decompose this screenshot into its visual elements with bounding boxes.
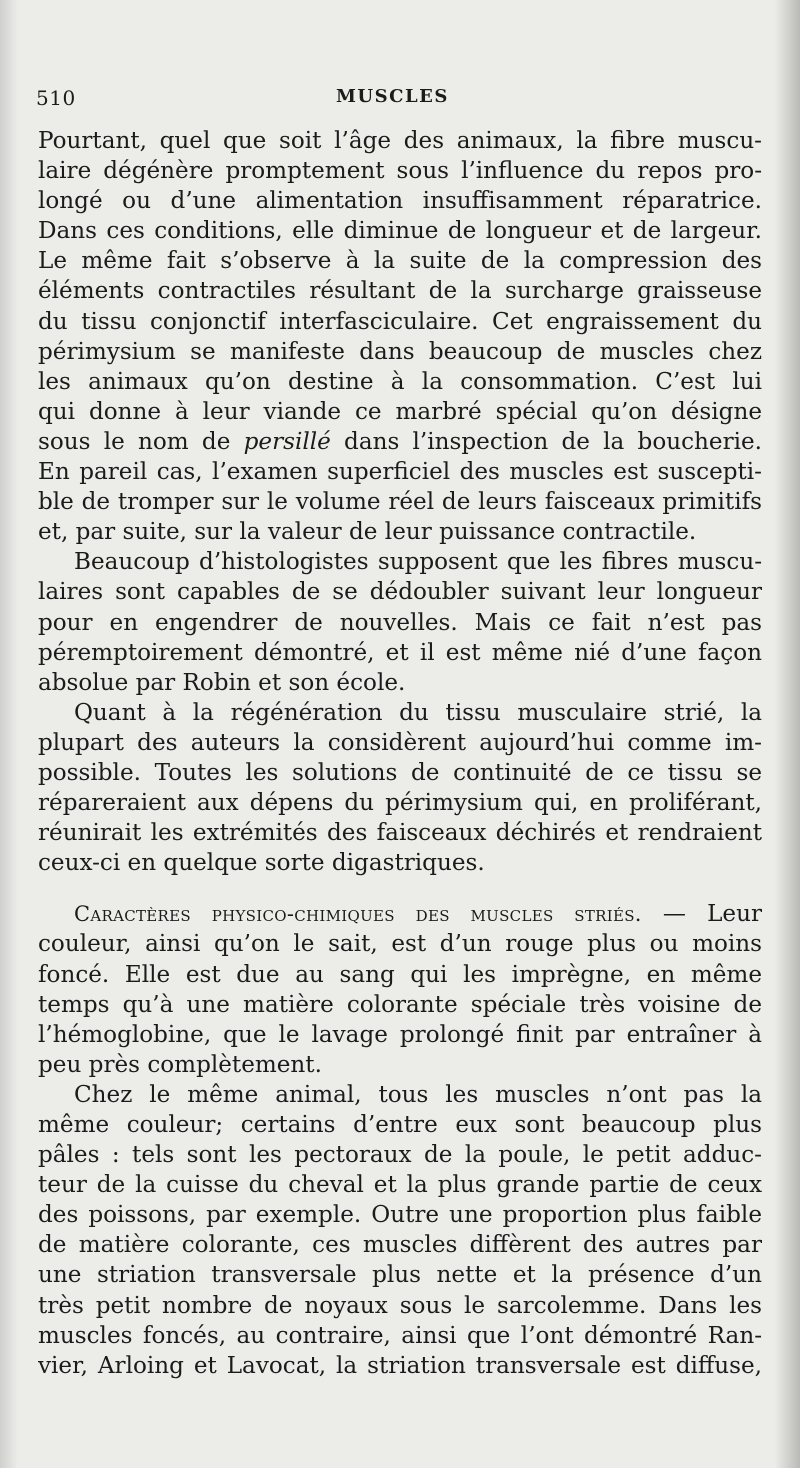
page-number: 510 xyxy=(36,86,76,110)
text-line: laire dégénère promptement sous l’influence du repos pro- xyxy=(38,158,762,185)
text-line: Pourtant, quel que soit l’âge des animaux, la fibre muscu- xyxy=(38,128,762,154)
text-line: une striation transversale plus nette et la présence d’un xyxy=(38,1262,762,1289)
paragraph-fiber-splitting xyxy=(38,547,762,697)
text-line: couleur, ainsi qu’on le sait, est d’un rouge plus ou moins xyxy=(38,931,762,958)
text-line: muscles foncés, au contraire, ainsi que l’ont démontré Ran- xyxy=(38,1322,762,1349)
text-line: teur de la cuisse du cheval et la plus grande partie de ceux xyxy=(38,1172,762,1199)
text-line: très petit nombre de noyaux sous le sarcolemme. Dans les xyxy=(38,1292,762,1319)
text-line: vier, Arloing et Lavocat, la striation transversale est diffuse, xyxy=(38,1352,762,1379)
text-line: ble de tromper sur le volume réel de leurs faisceaux primitifs xyxy=(38,489,762,516)
text-line: les animaux qu’on destine à la consommation. C’est lui xyxy=(38,368,762,395)
text-line: réunirait les extrémités des faisceaux déchirés et rendraient xyxy=(38,820,762,847)
text-line: Chez le même animal, tous les muscles n’ont pas la xyxy=(74,1081,762,1108)
text-line: qui donne à leur viande ce marbré spécial qu’on désigne xyxy=(38,398,762,425)
text-line: Quant à la régénération du tissu musculaire strié, la xyxy=(74,699,762,726)
text-line: Dans ces conditions, elle diminue de longueur et de largeur. xyxy=(38,218,762,245)
text-line: des poissons, par exemple. Outre une proportion plus faible xyxy=(38,1202,762,1229)
text-line: de matière colorante, ces muscles diffèrent des autres par xyxy=(38,1232,762,1259)
text-line: Beaucoup d’histologistes supposent que les fibres muscu- xyxy=(74,549,762,576)
text-line: Le même fait s’observe à la suite de la compression des xyxy=(38,248,762,275)
body-text xyxy=(38,126,762,1381)
text-line: périmysium se manifeste dans beaucoup de muscles chez xyxy=(38,338,762,365)
text-line: ceux-ci en quelque sorte digastriques. xyxy=(38,850,485,877)
text-line: l’hémoglobine, que le lavage prolongé finit par entraîner à xyxy=(38,1021,762,1048)
text-line: foncé. Elle est due au sang qui les imprègne, en même xyxy=(38,961,762,988)
page-edge-shadow xyxy=(774,0,800,1468)
running-title: MUSCLES xyxy=(336,86,449,107)
page-left-shadow xyxy=(0,0,18,1468)
text-line: plupart des auteurs la considèrent aujourd’hui comme im- xyxy=(38,729,762,756)
paragraph-regeneration xyxy=(38,698,762,879)
italic-term: persillé xyxy=(243,428,331,455)
text-fragment: — Leur xyxy=(641,901,762,928)
text-line: répareraient aux dépens du périmysium qui, en proliférant, xyxy=(38,790,762,817)
text-line xyxy=(38,899,762,929)
text-line: péremptoirement démontré, et il est même nié d’une façon xyxy=(38,639,762,666)
text-line: et, par suite, sur la valeur de leur puissance contractile. xyxy=(38,519,697,546)
text-line: longé ou d’une alimentation insuffisamment réparatrice. xyxy=(38,188,762,215)
section-gap xyxy=(38,878,762,899)
text-line: En pareil cas, l’examen superficiel des muscles est suscepti- xyxy=(38,459,762,486)
text-line: laires sont capables de se dédoubler suivant leur longueur xyxy=(38,579,762,606)
text-fragment: sous le nom de xyxy=(38,428,244,455)
text-line: éléments contractiles résultant de la surcharge graisseuse xyxy=(38,278,762,305)
page-header xyxy=(36,86,760,116)
paragraph-physicochemical xyxy=(38,899,762,1080)
text-line: possible. Toutes les solutions de continuité de ce tissu se xyxy=(38,759,762,786)
paragraph-muscle-color xyxy=(38,1080,762,1381)
text-line: absolue par Robin et son école. xyxy=(38,669,406,696)
section-heading: Caractères physico-chimiques des muscles striés. xyxy=(74,902,642,927)
paragraph-muscle-degeneration xyxy=(38,126,762,547)
text-line: peu près complètement. xyxy=(38,1051,322,1078)
text-line xyxy=(38,427,762,457)
text-line: du tissu conjonctif interfasciculaire. Cet engraissement du xyxy=(38,308,762,335)
text-line: temps qu’à une matière colorante spéciale très voisine de xyxy=(38,991,762,1018)
text-fragment: dans l’inspection de la boucherie. xyxy=(330,428,762,455)
text-line: même couleur; certains d’entre eux sont beaucoup plus xyxy=(38,1112,762,1138)
text-line: pour en engendrer de nouvelles. Mais ce fait n’est pas xyxy=(38,609,762,636)
text-line: pâles : tels sont les pectoraux de la poule, le petit adduc- xyxy=(38,1142,762,1169)
